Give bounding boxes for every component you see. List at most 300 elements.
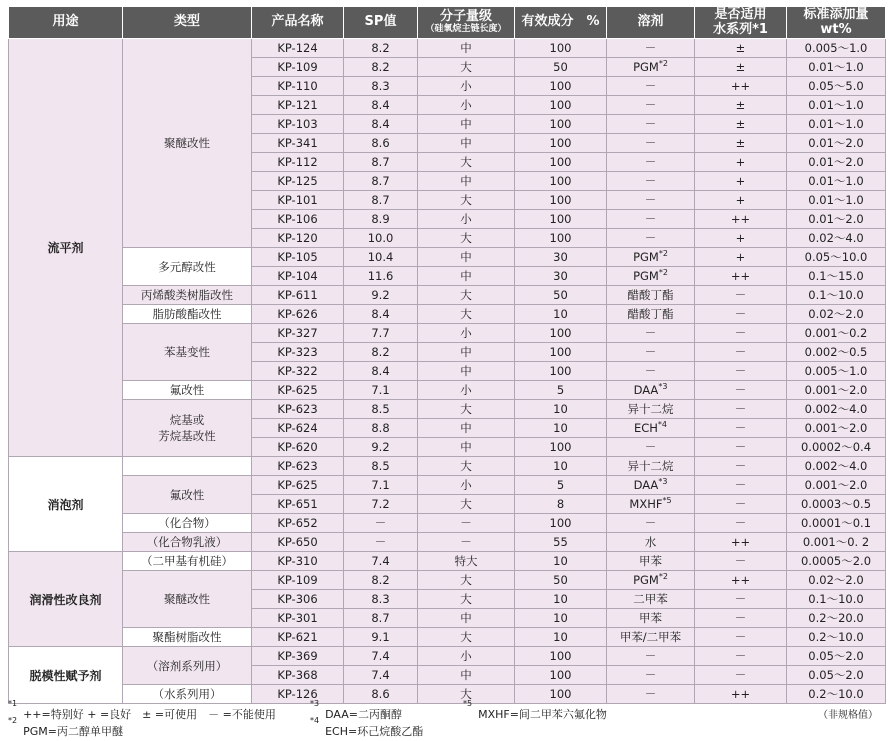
dosage-cell: 0.2～20.0 xyxy=(787,609,886,628)
solvent-text: 异十二烷 xyxy=(627,402,674,416)
mw-cell: 中 xyxy=(418,419,515,438)
type-cell: （化合物） xyxy=(123,514,252,533)
dosage-cell: 0.002～4.0 xyxy=(787,400,886,419)
solvent-cell xyxy=(607,58,695,77)
dosage-cell: 0.01～1.0 xyxy=(787,191,886,210)
type-cell: （二甲基有机硅） xyxy=(123,552,252,571)
dosage-cell: 0.01～2.0 xyxy=(787,134,886,153)
header-active: 有效成分 % xyxy=(515,7,607,39)
active-cell: 50 xyxy=(515,58,607,77)
water-cell: － xyxy=(695,590,787,609)
product-cell: KP-620 xyxy=(252,438,344,457)
active-cell: 100 xyxy=(515,153,607,172)
solvent-cell xyxy=(607,590,695,609)
active-cell: 100 xyxy=(515,39,607,58)
solvent-cell xyxy=(607,210,695,229)
mw-cell: 小 xyxy=(418,647,515,666)
active-cell: 50 xyxy=(515,571,607,590)
type-cell: 苯基变性 xyxy=(123,324,252,381)
active-cell: 5 xyxy=(515,381,607,400)
solvent-text: － xyxy=(644,79,657,93)
solvent-text: 二甲苯 xyxy=(633,592,668,606)
dosage-cell: 0.05～5.0 xyxy=(787,77,886,96)
mw-cell: 大 xyxy=(418,286,515,305)
solvent-cell xyxy=(607,286,695,305)
table-row xyxy=(9,552,886,571)
product-cell: KP-103 xyxy=(252,115,344,134)
solvent-text: 甲苯/二甲苯 xyxy=(619,630,682,644)
type-cell: 聚醚改性 xyxy=(123,571,252,628)
dosage-cell: 0.02～2.0 xyxy=(787,305,886,324)
table-row xyxy=(9,286,886,305)
sp-cell: 7.1 xyxy=(344,381,418,400)
solvent-text: － xyxy=(644,193,657,207)
header-molecular-weight: 分子量级 （硅氧烷主链长度） xyxy=(418,7,515,39)
active-cell: 8 xyxy=(515,495,607,514)
product-cell: KP-625 xyxy=(252,476,344,495)
table-row xyxy=(9,647,886,666)
product-cell: KP-611 xyxy=(252,286,344,305)
water-cell: － xyxy=(695,419,787,438)
solvent-text: PGM xyxy=(633,573,659,587)
dosage-cell: 0.0005～2.0 xyxy=(787,552,886,571)
product-cell: KP-323 xyxy=(252,343,344,362)
water-cell: ± xyxy=(695,115,787,134)
dosage-cell: 0.001～2.0 xyxy=(787,419,886,438)
active-cell: 100 xyxy=(515,666,607,685)
water-cell: ± xyxy=(695,58,787,77)
active-cell: 55 xyxy=(515,533,607,552)
sp-cell: 7.4 xyxy=(344,666,418,685)
active-cell: 100 xyxy=(515,362,607,381)
solvent-cell xyxy=(607,647,695,666)
water-cell: ++ xyxy=(695,77,787,96)
dosage-cell: 0.05～10.0 xyxy=(787,248,886,267)
water-cell: + xyxy=(695,172,787,191)
water-cell: + xyxy=(695,191,787,210)
solvent-text: － xyxy=(644,212,657,226)
solvent-cell xyxy=(607,362,695,381)
footnote-ref: *3 xyxy=(658,477,668,487)
sp-cell: 8.4 xyxy=(344,115,418,134)
header-dosage: 标准添加量 wt% xyxy=(787,7,886,39)
sp-cell: 8.3 xyxy=(344,590,418,609)
product-cell: KP-101 xyxy=(252,191,344,210)
product-cell: KP-624 xyxy=(252,419,344,438)
sp-cell: 7.2 xyxy=(344,495,418,514)
sp-cell: 8.5 xyxy=(344,457,418,476)
sp-cell: 8.9 xyxy=(344,210,418,229)
use-cell: 流平剂 xyxy=(9,39,123,457)
mw-cell: 大 xyxy=(418,628,515,647)
sp-cell: 8.2 xyxy=(344,343,418,362)
active-cell: 100 xyxy=(515,77,607,96)
dosage-cell: 0.002～0.5 xyxy=(787,343,886,362)
solvent-cell xyxy=(607,191,695,210)
solvent-cell xyxy=(607,476,695,495)
dosage-cell: 0.2～10.0 xyxy=(787,628,886,647)
water-cell: － xyxy=(695,343,787,362)
dosage-cell: 0.05～2.0 xyxy=(787,666,886,685)
active-cell: 30 xyxy=(515,267,607,286)
sp-cell: － xyxy=(344,533,418,552)
water-cell: + xyxy=(695,229,787,248)
dosage-cell: 0.0003～0.5 xyxy=(787,495,886,514)
dosage-cell: 0.01～1.0 xyxy=(787,96,886,115)
mw-cell: 中 xyxy=(418,248,515,267)
mw-cell: 中 xyxy=(418,362,515,381)
dosage-cell: 0.001～0.2 xyxy=(787,324,886,343)
header-row xyxy=(9,7,886,39)
solvent-text: 甲苯 xyxy=(639,554,662,568)
table-row xyxy=(9,685,886,704)
product-cell: KP-106 xyxy=(252,210,344,229)
dosage-cell: 0.001～2.0 xyxy=(787,476,886,495)
solvent-text: DAA xyxy=(633,383,659,397)
solvent-text: PGM xyxy=(633,250,659,264)
table-row xyxy=(9,514,886,533)
water-cell: － xyxy=(695,324,787,343)
active-cell: 10 xyxy=(515,628,607,647)
type-cell: 脂肪酸酯改性 xyxy=(123,305,252,324)
table-row xyxy=(9,400,886,419)
type-cell: 氟改性 xyxy=(123,381,252,400)
solvent-cell xyxy=(607,552,695,571)
solvent-cell xyxy=(607,77,695,96)
mw-cell: 大 xyxy=(418,590,515,609)
solvent-text: 异十二烷 xyxy=(627,459,674,473)
footnote-3: $^{*3}$DAA=二丙酮醇 xyxy=(310,699,402,721)
product-cell: KP-109 xyxy=(252,58,344,77)
sp-cell: 8.6 xyxy=(344,685,418,704)
sp-cell: 10.4 xyxy=(344,248,418,267)
solvent-cell xyxy=(607,666,695,685)
solvent-text: 醋酸丁酯 xyxy=(627,307,674,321)
dosage-cell: 0.01～2.0 xyxy=(787,210,886,229)
product-cell: KP-369 xyxy=(252,647,344,666)
water-cell: + xyxy=(695,153,787,172)
mw-cell: 中 xyxy=(418,172,515,191)
active-cell: 100 xyxy=(515,229,607,248)
solvent-text: ECH xyxy=(633,421,658,435)
use-cell: 脱模性赋予剂 xyxy=(9,647,123,704)
product-cell: KP-623 xyxy=(252,457,344,476)
active-cell: 100 xyxy=(515,438,607,457)
solvent-text: － xyxy=(644,117,657,131)
active-cell: 10 xyxy=(515,419,607,438)
active-cell: 100 xyxy=(515,172,607,191)
use-cell: 润滑性改良剂 xyxy=(9,552,123,647)
mw-cell: 小 xyxy=(418,381,515,400)
footnote-ref: *5 xyxy=(662,496,672,506)
dosage-cell: 0.01～1.0 xyxy=(787,58,886,77)
sp-cell: 8.7 xyxy=(344,609,418,628)
solvent-cell xyxy=(607,343,695,362)
dosage-cell: 0.05～2.0 xyxy=(787,647,886,666)
sp-cell: 8.4 xyxy=(344,96,418,115)
solvent-cell xyxy=(607,96,695,115)
product-cell: KP-112 xyxy=(252,153,344,172)
mw-cell: 大 xyxy=(418,305,515,324)
product-cell: KP-310 xyxy=(252,552,344,571)
mw-cell: 大 xyxy=(418,153,515,172)
mw-cell: － xyxy=(418,533,515,552)
table-body xyxy=(9,39,886,704)
table-row xyxy=(9,457,886,476)
product-cell: KP-109 xyxy=(252,571,344,590)
table-row xyxy=(9,476,886,495)
solvent-text: MXHF xyxy=(629,497,663,511)
sp-cell: － xyxy=(344,514,418,533)
type-cell: （化合物乳液） xyxy=(123,533,252,552)
dosage-cell: 0.01～1.0 xyxy=(787,172,886,191)
sp-cell: 9.1 xyxy=(344,628,418,647)
mw-cell: 大 xyxy=(418,191,515,210)
footnote-4: $^{*4}$ECH=环己烷酸乙酯 xyxy=(310,716,424,738)
product-cell: KP-121 xyxy=(252,96,344,115)
active-cell: 100 xyxy=(515,96,607,115)
solvent-cell xyxy=(607,628,695,647)
product-cell: KP-105 xyxy=(252,248,344,267)
water-cell: － xyxy=(695,381,787,400)
solvent-text: － xyxy=(644,687,657,701)
water-cell: － xyxy=(695,647,787,666)
product-cell: KP-110 xyxy=(252,77,344,96)
mw-cell: 大 xyxy=(418,571,515,590)
dosage-cell: 0.1～10.0 xyxy=(787,286,886,305)
solvent-text: － xyxy=(644,345,657,359)
mw-cell: 中 xyxy=(418,609,515,628)
active-cell: 100 xyxy=(515,115,607,134)
solvent-text: － xyxy=(644,136,657,150)
product-cell: KP-368 xyxy=(252,666,344,685)
sp-cell: 8.5 xyxy=(344,400,418,419)
solvent-cell xyxy=(607,400,695,419)
table-row xyxy=(9,39,886,58)
dosage-cell: 0.02～4.0 xyxy=(787,229,886,248)
solvent-cell xyxy=(607,153,695,172)
solvent-text: － xyxy=(644,440,657,454)
solvent-cell xyxy=(607,571,695,590)
header-use: 用途 xyxy=(9,7,123,39)
type-cell: （水系列用） xyxy=(123,685,252,704)
header-solvent: 溶剂 xyxy=(607,7,695,39)
dosage-cell: 0.0001～0.1 xyxy=(787,514,886,533)
table-row xyxy=(9,628,886,647)
solvent-cell xyxy=(607,609,695,628)
solvent-cell xyxy=(607,438,695,457)
water-cell: ± xyxy=(695,134,787,153)
product-cell: KP-301 xyxy=(252,609,344,628)
water-cell: + xyxy=(695,248,787,267)
footnote-ref: *3 xyxy=(658,382,668,392)
sp-cell: 8.2 xyxy=(344,39,418,58)
type-cell: 聚酯树脂改性 xyxy=(123,628,252,647)
dosage-cell: 0.01～2.0 xyxy=(787,153,886,172)
water-cell: － xyxy=(695,305,787,324)
footnote-ref: *4 xyxy=(657,420,668,430)
product-cell: KP-306 xyxy=(252,590,344,609)
water-cell: － xyxy=(695,666,787,685)
type-cell: 多元醇改性 xyxy=(123,248,252,286)
water-cell: － xyxy=(695,476,787,495)
water-cell: ++ xyxy=(695,533,787,552)
water-cell: － xyxy=(695,362,787,381)
solvent-cell xyxy=(607,248,695,267)
type-cell: 氟改性 xyxy=(123,476,252,514)
solvent-cell xyxy=(607,267,695,286)
solvent-cell xyxy=(607,419,695,438)
sp-cell: 11.6 xyxy=(344,267,418,286)
mw-cell: 大 xyxy=(418,685,515,704)
sp-cell: 8.4 xyxy=(344,305,418,324)
product-cell: KP-626 xyxy=(252,305,344,324)
solvent-cell xyxy=(607,533,695,552)
sp-cell: 8.7 xyxy=(344,153,418,172)
active-cell: 10 xyxy=(515,305,607,324)
water-cell: － xyxy=(695,609,787,628)
solvent-cell xyxy=(607,115,695,134)
type-line: 烷基或 xyxy=(169,413,205,427)
dosage-cell: 0.0002～0.4 xyxy=(787,438,886,457)
water-cell: － xyxy=(695,457,787,476)
active-cell: 5 xyxy=(515,476,607,495)
active-cell: 50 xyxy=(515,286,607,305)
solvent-text: － xyxy=(644,668,657,682)
table-row xyxy=(9,248,886,267)
solvent-text: PGM xyxy=(633,60,659,74)
use-cell: 消泡剂 xyxy=(9,457,123,552)
active-cell: 10 xyxy=(515,552,607,571)
mw-cell: 大 xyxy=(418,58,515,77)
header-product: 产品名称 xyxy=(252,7,344,39)
footnote-5: $^{*5}$MXHF=间二甲苯六氟化物 xyxy=(463,699,607,721)
solvent-text: － xyxy=(644,364,657,378)
solvent-text: － xyxy=(644,155,657,169)
header-type: 类型 xyxy=(123,7,252,39)
product-cell: KP-104 xyxy=(252,267,344,286)
dosage-cell: 0.001～0. 2 xyxy=(787,533,886,552)
type-cell xyxy=(123,457,252,476)
mw-cell: 小 xyxy=(418,324,515,343)
product-cell: KP-327 xyxy=(252,324,344,343)
solvent-cell xyxy=(607,305,695,324)
mw-cell: 中 xyxy=(418,115,515,134)
solvent-cell xyxy=(607,172,695,191)
mw-cell: 大 xyxy=(418,457,515,476)
solvent-text: － xyxy=(644,649,657,663)
mw-cell: 中 xyxy=(418,438,515,457)
product-cell: KP-341 xyxy=(252,134,344,153)
product-cell: KP-623 xyxy=(252,400,344,419)
active-cell: 100 xyxy=(515,343,607,362)
mw-cell: 小 xyxy=(418,210,515,229)
mw-cell: 小 xyxy=(418,476,515,495)
solvent-text: － xyxy=(644,174,657,188)
sp-cell: 7.7 xyxy=(344,324,418,343)
solvent-text: － xyxy=(644,326,657,340)
dosage-cell: 0.02～2.0 xyxy=(787,571,886,590)
solvent-cell xyxy=(607,685,695,704)
footnote-1: $^{*1}$++=特别好 + =良好 ± =可使用 － =不能使用 xyxy=(8,699,276,721)
mw-cell: 中 xyxy=(418,343,515,362)
solvent-text: 甲苯 xyxy=(639,611,662,625)
product-cell: KP-651 xyxy=(252,495,344,514)
solvent-cell xyxy=(607,457,695,476)
water-cell: － xyxy=(695,400,787,419)
type-cell: 聚醚改性 xyxy=(123,39,252,248)
active-cell: 10 xyxy=(515,457,607,476)
sp-cell: 8.7 xyxy=(344,191,418,210)
type-cell: （溶剂系列用） xyxy=(123,647,252,685)
mw-cell: 大 xyxy=(418,400,515,419)
solvent-cell xyxy=(607,229,695,248)
water-cell: ++ xyxy=(695,267,787,286)
water-cell: － xyxy=(695,495,787,514)
water-cell: － xyxy=(695,286,787,305)
mw-cell: 大 xyxy=(418,229,515,248)
header-water: 是否适用 水系列*1 xyxy=(695,7,787,39)
sp-cell: 7.1 xyxy=(344,476,418,495)
sp-cell: 8.4 xyxy=(344,362,418,381)
sp-cell: 9.2 xyxy=(344,286,418,305)
table-row xyxy=(9,324,886,343)
solvent-cell xyxy=(607,134,695,153)
mw-cell: 中 xyxy=(418,134,515,153)
sp-cell: 8.2 xyxy=(344,58,418,77)
solvent-text: 醋酸丁酯 xyxy=(627,288,674,302)
water-cell: － xyxy=(695,552,787,571)
product-cell: KP-125 xyxy=(252,172,344,191)
dosage-cell: 0.1～10.0 xyxy=(787,590,886,609)
footnote-2: $^{*2}$PGM=丙二醇单甲醚 xyxy=(8,716,123,738)
mw-cell: 中 xyxy=(418,267,515,286)
active-cell: 100 xyxy=(515,514,607,533)
sp-cell: 7.4 xyxy=(344,647,418,666)
water-cell: － xyxy=(695,514,787,533)
active-cell: 100 xyxy=(515,191,607,210)
active-cell: 100 xyxy=(515,324,607,343)
solvent-cell xyxy=(607,514,695,533)
dosage-cell: 0.002～4.0 xyxy=(787,457,886,476)
solvent-text: DAA xyxy=(633,478,659,492)
solvent-cell xyxy=(607,324,695,343)
mw-cell: 中 xyxy=(418,666,515,685)
active-cell: 100 xyxy=(515,647,607,666)
active-cell: 100 xyxy=(515,134,607,153)
footnote-ref: *2 xyxy=(658,572,668,582)
solvent-text: － xyxy=(644,516,657,530)
dosage-cell: 0.01～1.0 xyxy=(787,115,886,134)
mw-cell: 大 xyxy=(418,495,515,514)
water-cell: ± xyxy=(695,96,787,115)
mw-cell: － xyxy=(418,514,515,533)
water-cell: － xyxy=(695,628,787,647)
sp-cell: 8.2 xyxy=(344,571,418,590)
product-cell: KP-120 xyxy=(252,229,344,248)
table-row xyxy=(9,381,886,400)
product-cell: KP-652 xyxy=(252,514,344,533)
footnote-ref: *2 xyxy=(658,59,668,69)
solvent-text: － xyxy=(644,98,657,112)
dosage-cell: 0.005～1.0 xyxy=(787,362,886,381)
table-row xyxy=(9,533,886,552)
product-cell: KP-126 xyxy=(252,685,344,704)
water-cell: － xyxy=(695,438,787,457)
water-cell: ++ xyxy=(695,210,787,229)
table-row xyxy=(9,571,886,590)
active-cell: 100 xyxy=(515,685,607,704)
